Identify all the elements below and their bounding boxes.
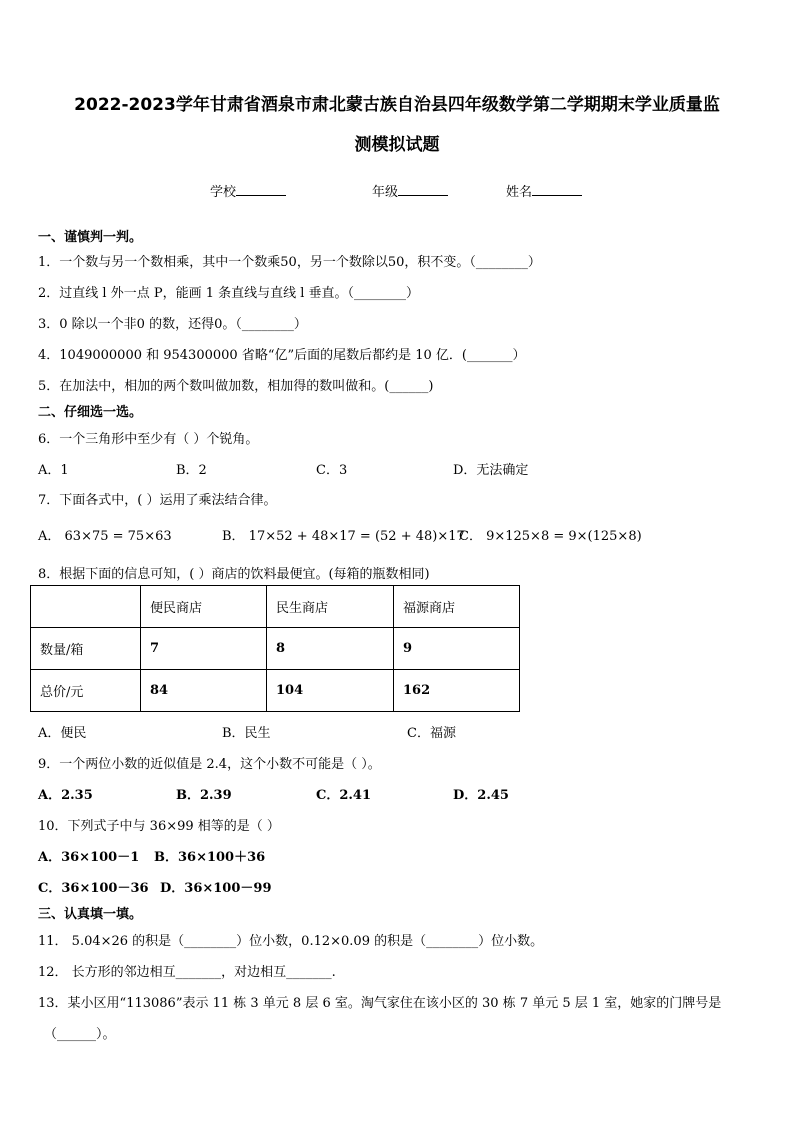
q7-option-c[interactable]: C． 9×125×8 = 9×(125×8)	[459, 529, 642, 544]
name-label: 姓名	[506, 185, 533, 200]
exam-title-line2: 测模拟试题	[354, 135, 440, 155]
table-cell: 84	[141, 670, 267, 712]
table-header-row	[31, 586, 520, 628]
section-heading-fill: 三、认真填一填。	[38, 907, 143, 922]
question-2: 2．过直线 l 外一点 P，能画 1 条直线与直线 l 垂直。（________）	[38, 286, 420, 301]
table-row	[31, 670, 520, 712]
shop-price-table	[30, 585, 520, 712]
table-cell: 8	[267, 628, 394, 670]
table-cell: 总价/元	[31, 670, 141, 712]
question-10: 10．下列式子中与 36×99 相等的是（ ）	[38, 819, 280, 834]
table-cell: 9	[394, 628, 520, 670]
q6-option-b[interactable]: B．2	[176, 463, 207, 478]
name-field	[506, 181, 582, 200]
table-header-cell: 民生商店	[267, 586, 394, 628]
q7-option-b[interactable]: B． 17×52 + 48×17 = (52 + 48)×17	[222, 529, 465, 544]
question-8: 8．根据下面的信息可知，( ）商店的饮料最便宜。(每箱的瓶数相同)	[38, 567, 430, 582]
q9-option-a[interactable]: A．2.35	[38, 788, 93, 803]
table-cell: 数量/箱	[31, 628, 141, 670]
school-label: 学校	[210, 185, 237, 200]
section-heading-judge: 一、谨慎判一判。	[38, 230, 143, 245]
grade-blank[interactable]	[398, 182, 448, 196]
q6-option-c[interactable]: C．3	[316, 463, 348, 478]
q10-option-d[interactable]: D．36×100－99	[160, 881, 272, 896]
table-row	[31, 628, 520, 670]
question-7: 7．下面各式中，( ）运用了乘法结合律。	[38, 493, 277, 508]
q10-option-c[interactable]: C．36×100－36	[38, 881, 149, 896]
table-cell: 104	[267, 670, 394, 712]
question-13-continued: （______）。	[44, 1027, 116, 1042]
question-11: 11． 5.04×26 的积是（________）位小数，0.12×0.09 的积是（________）位小数。	[38, 934, 544, 949]
section-heading-choose: 二、仔细选一选。	[38, 405, 143, 420]
table-header-cell	[31, 586, 141, 628]
q8-option-c[interactable]: C．福源	[407, 726, 456, 741]
table-cell: 162	[394, 670, 520, 712]
school-field	[210, 181, 286, 200]
exam-title-line1: 2022-2023学年甘肃省酒泉市肃北蒙古族自治县四年级数学第二学期期末学业质量监	[74, 95, 720, 115]
school-blank[interactable]	[236, 182, 286, 196]
table-header-cell: 福源商店	[394, 586, 520, 628]
question-6: 6．一个三角形中至少有（ ）个锐角。	[38, 432, 259, 447]
q10-option-a[interactable]: A．36×100－1	[38, 850, 140, 865]
question-3: 3．0 除以一个非0 的数，还得0。（________）	[38, 317, 307, 332]
q6-option-d[interactable]: D．无法确定	[453, 463, 529, 478]
question-12: 12． 长方形的邻边相互_______，对边相互_______.	[38, 965, 336, 980]
q9-option-d[interactable]: D．2.45	[453, 788, 509, 803]
question-13: 13．某小区用“113086”表示 11 栋 3 单元 8 层 6 室。淘气家住在该小区的 30 栋 7 单元 5 层 1 室，她家的门牌号是	[38, 996, 722, 1011]
q8-option-b[interactable]: B．民生	[222, 726, 271, 741]
q7-option-a[interactable]: A． 63×75 = 75×63	[38, 529, 172, 544]
question-5: 5．在加法中，相加的两个数叫做加数，相加得的数叫做和。(______)	[38, 379, 434, 394]
table-header-cell: 便民商店	[141, 586, 267, 628]
q10-option-b[interactable]: B．36×100＋36	[154, 850, 266, 865]
q9-option-c[interactable]: C．2.41	[316, 788, 372, 803]
table-cell: 7	[141, 628, 267, 670]
name-blank[interactable]	[532, 182, 582, 196]
q9-option-b[interactable]: B．2.39	[176, 788, 232, 803]
grade-field	[372, 181, 448, 200]
q6-option-a[interactable]: A．1	[38, 463, 69, 478]
question-9: 9．一个两位小数的近似值是 2.4，这个小数不可能是（ ）。	[38, 757, 381, 772]
question-4: 4．1049000000 和 954300000 省略“亿”后面的尾数后都约是 10 亿．(_______）	[38, 348, 526, 363]
grade-label: 年级	[372, 185, 399, 200]
q8-option-a[interactable]: A．便民	[38, 726, 87, 741]
question-1: 1．一个数与另一个数相乘，其中一个数乘50，另一个数除以50，积不变。（________）	[38, 255, 541, 270]
